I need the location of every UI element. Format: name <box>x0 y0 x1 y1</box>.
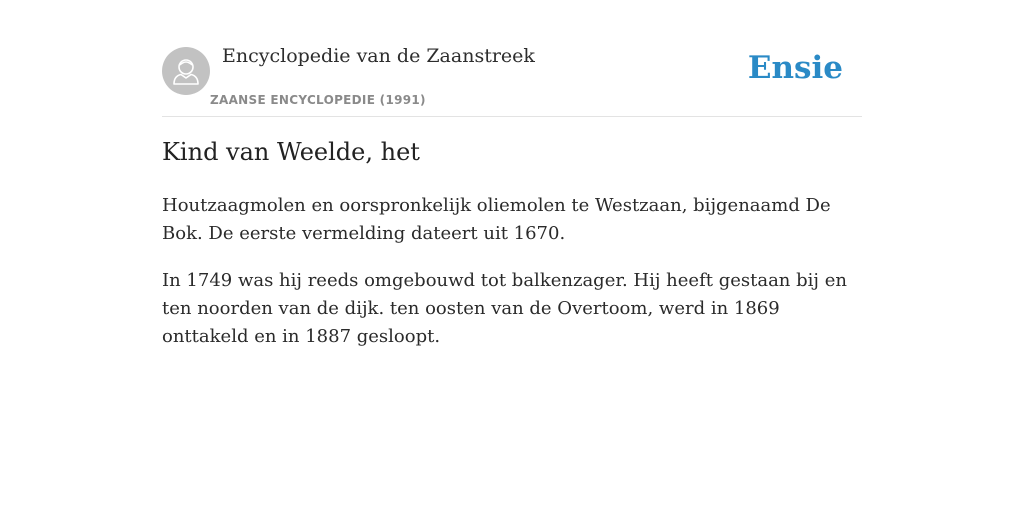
header <box>162 40 862 117</box>
brand-logo[interactable]: Ensie <box>747 50 843 86</box>
entry-content <box>162 192 862 370</box>
user-icon[interactable] <box>162 47 210 95</box>
source-label: ZAANSE ENCYCLOPEDIE (1991) <box>210 93 426 107</box>
paragraph: Houtzaagmolen en oorspronkelijk oliemolen te Westzaan, bijgenaamd De Bok. De eerste vermelding dateert uit 1670. <box>162 195 831 244</box>
paragraph: In 1749 was hij reeds omgebouwd tot balkenzager. Hij heeft gestaan bij en ten noorden van de dijk. ten oosten van de Overtoom, werd in 1869 onttakeld en in 1887 gesloopt. <box>162 270 847 347</box>
site-title[interactable]: Encyclopedie van de Zaanstreek <box>222 45 535 67</box>
entry-title: Kind van Weelde, het <box>162 138 420 166</box>
